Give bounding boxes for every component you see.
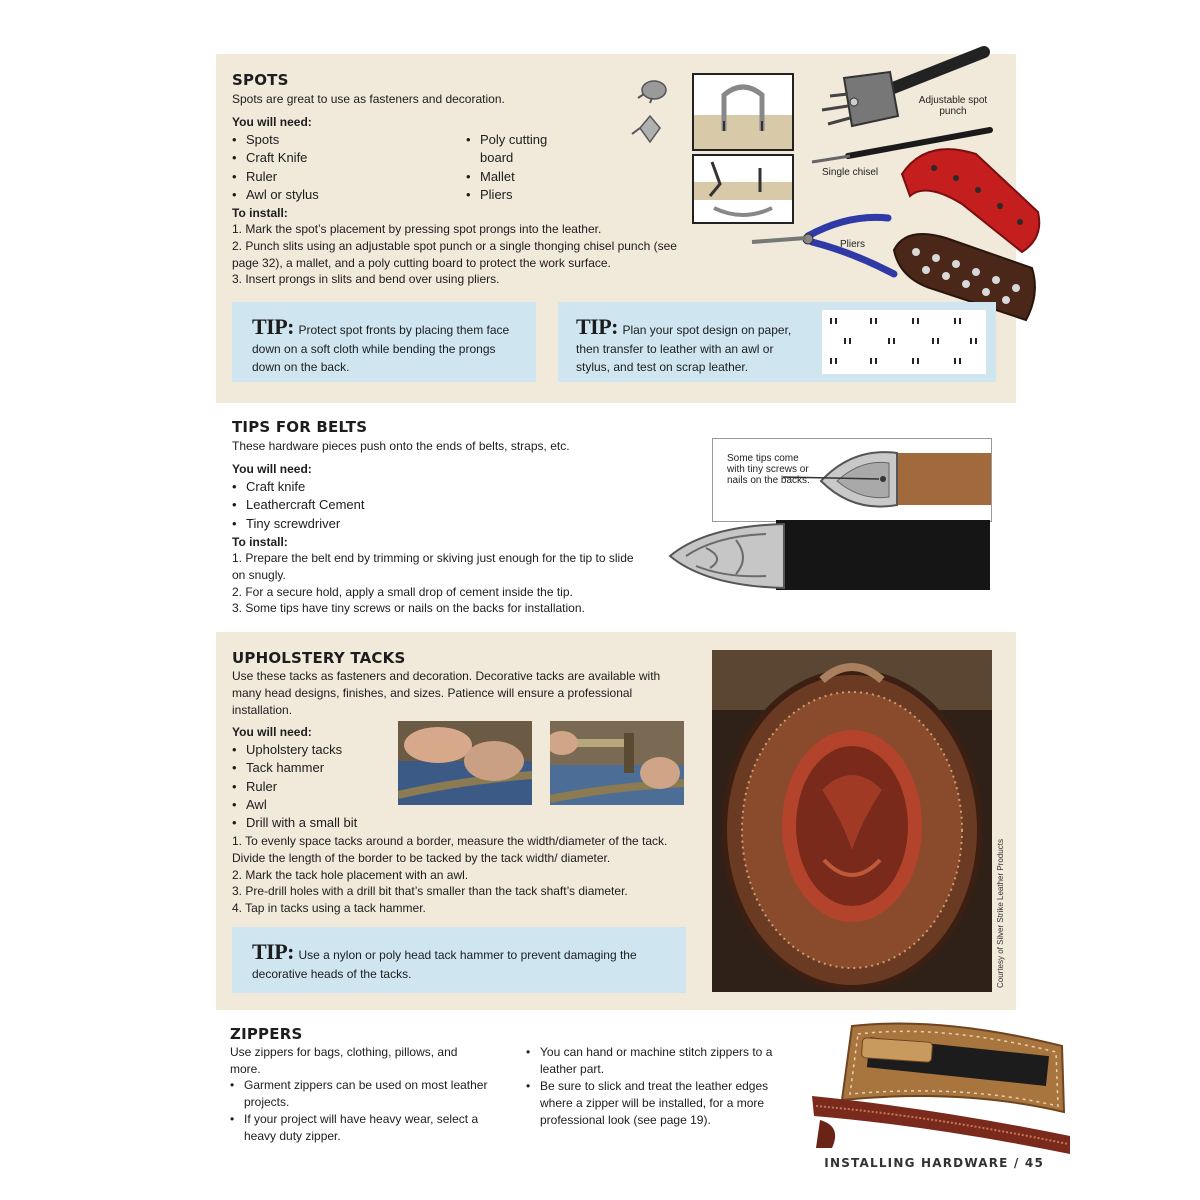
belts-install-label: To install: [232, 535, 288, 549]
tip-label: TIP: [576, 314, 618, 339]
tip-text: Protect spot fronts by placing them face down on a soft cloth while bending the prongs down on the back. [252, 323, 510, 374]
tacks-tip-box [232, 927, 686, 993]
spots-tip-box-2 [558, 302, 996, 382]
spots-title: SPOTS [232, 71, 289, 89]
spots-install-label: To install: [232, 206, 288, 220]
belt-tip-front-image [666, 518, 990, 592]
list-item: • Tiny screwdriver [232, 515, 492, 533]
list-item: • Ruler [232, 778, 392, 796]
belts-need-label: You will need: [232, 462, 312, 476]
tip-text: Plan your spot design on paper, then transfer to leather with an awl or stylus, and test on scrap leather. [576, 323, 792, 374]
list-item: • Garment zippers can be used on most leather projects. [230, 1077, 498, 1111]
tip-label: TIP: [252, 939, 294, 964]
step-item: 3. Pre-drill holes with a drill bit that’s smaller than the tack shaft’s diameter. [232, 884, 628, 899]
spots-steps [232, 221, 692, 288]
zippers-bullets-col2 [526, 1044, 794, 1129]
step-item: 2. For a secure hold, apply a small drop of cement inside the tip. [232, 584, 573, 599]
list-item: • Poly cutting board [466, 131, 576, 168]
tip-text: Use a nylon or poly head tack hammer to prevent damaging the decorative heads of the tacks. [252, 948, 637, 981]
tack-install-photo-2 [550, 721, 684, 805]
tacks-need-label: You will need: [232, 725, 312, 739]
list-item: • Tack hammer [232, 759, 392, 777]
spots-tip-box-1 [232, 302, 536, 382]
belts-title: TIPS FOR BELTS [232, 418, 368, 436]
zippers-title: ZIPPERS [230, 1025, 303, 1043]
tacks-needs [232, 741, 392, 832]
page-footer: INSTALLING HARDWARE / 45 [824, 1156, 1044, 1170]
list-item: • Be sure to slick and treat the leather edges where a zipper will be installed, for a more professional look (see page 19). [526, 1078, 794, 1129]
pliers-caption: Pliers [840, 239, 866, 250]
leather-cuffs-image [886, 134, 1044, 328]
spots-intro: Spots are great to use as fasteners and decoration. [232, 92, 505, 106]
belts-intro: These hardware pieces push onto the ends of belts, straps, etc. [232, 439, 570, 453]
list-item: • You can hand or machine stitch zippers to a leather part. [526, 1044, 794, 1078]
tacks-intro: Use these tacks as fasteners and decoration. Decorative tacks are available with many head designs, finishes, and sizes. Patience will ensure a professional installation. [232, 669, 661, 717]
list-item: • Craft knife [232, 478, 492, 496]
spots-needs-col2 [466, 131, 576, 204]
tip-label: TIP: [252, 314, 294, 339]
list-item: • Awl [232, 796, 392, 814]
list-item: • Leathercraft Cement [232, 496, 492, 514]
belt-tip-caption: Some tips come with tiny screws or nails on the backs. [727, 453, 810, 486]
pliers-image [748, 208, 898, 278]
list-item: • Spots [232, 131, 452, 149]
tooled-chair-photo [712, 650, 992, 992]
list-item: • Upholstery tacks [232, 741, 392, 759]
step-item: 3. Some tips have tiny screws or nails on the backs for installation. [232, 601, 585, 616]
list-item: • Pliers [466, 186, 576, 204]
zipper-image [812, 1016, 1072, 1154]
zippers-intro: Use zippers for bags, clothing, pillows, and more. [230, 1045, 458, 1076]
step-item: 2. Mark the tack hole placement with an awl. [232, 867, 469, 882]
chisel-caption: Single chisel [822, 167, 879, 178]
belts-steps [232, 550, 642, 617]
list-item: • If your project will have heavy wear, select a heavy duty zipper. [230, 1111, 498, 1145]
spot-pattern-image [822, 310, 986, 374]
step-item: 1. Mark the spot’s placement by pressing spot prongs into the leather. [232, 222, 602, 236]
tacks-title: UPHOLSTERY TACKS [232, 649, 406, 667]
step-item: 1. Prepare the belt end by trimming or skiving just enough for the tip to slide on snugly. [232, 551, 634, 582]
photo-credit: Courtesy of Silver Strike Leather Products [996, 839, 1005, 988]
spots-needs-col1 [232, 131, 452, 204]
list-item: • Mallet [466, 168, 576, 186]
belt-tip-back-image [712, 438, 992, 522]
list-item: • Ruler [232, 168, 452, 186]
step-item: 2. Punch slits using an adjustable spot punch or a single thonging chisel punch (see page 32), a mallet, and a poly cutting board to protect the work surface. [232, 238, 677, 270]
tack-install-photo-1 [398, 721, 532, 805]
spot-hardware-image [626, 76, 676, 156]
step-item: 3. Insert prongs in slits and bend over using pliers. [232, 272, 500, 287]
punch-caption: Adjustable spot punch [918, 95, 988, 117]
tacks-steps [232, 833, 704, 917]
list-item: • Craft Knife [232, 149, 452, 167]
step-item: 1. To evenly space tacks around a border, measure the width/diameter of the tack. Divide the length of the border to be tacked by the tack width/ diameter. [232, 834, 668, 865]
spot-step-diagram-1 [692, 73, 794, 151]
step-item: 4. Tap in tacks using a tack hammer. [232, 901, 426, 916]
zippers-bullets-col1 [230, 1077, 498, 1145]
spots-need-label: You will need: [232, 115, 312, 129]
belts-needs [232, 478, 492, 533]
list-item: • Drill with a small bit [232, 814, 392, 832]
list-item: • Awl or stylus [232, 186, 452, 204]
